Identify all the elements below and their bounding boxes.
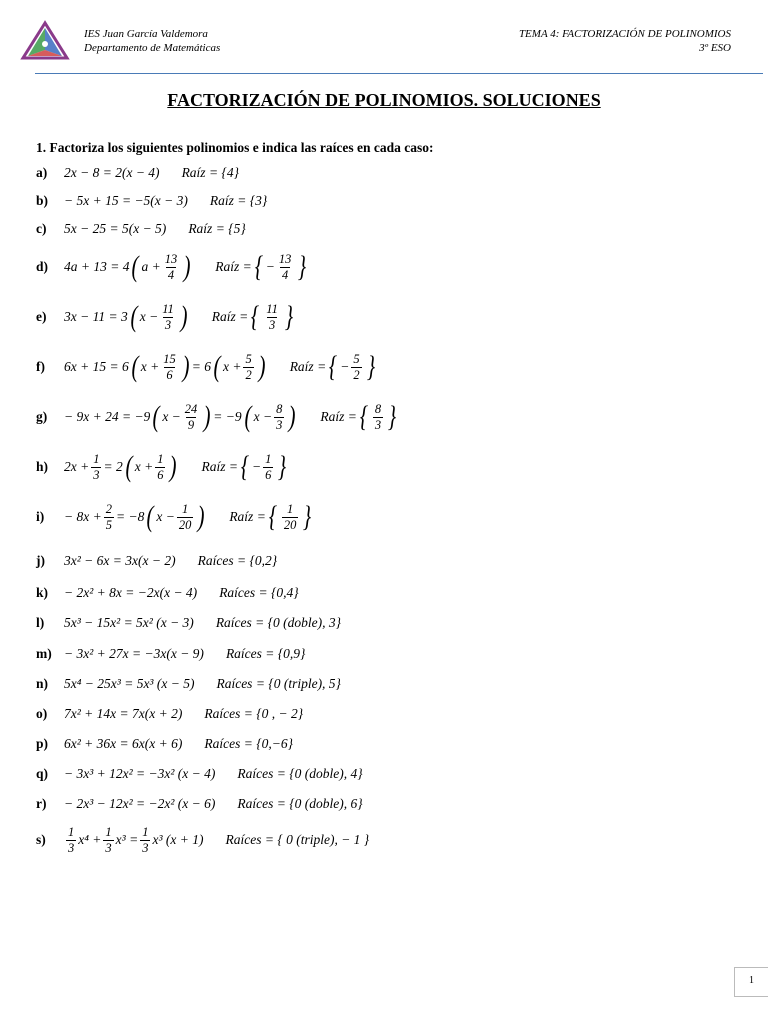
exercise-label: h) [36,459,49,474]
close-paren: ) [288,400,296,433]
close-paren: ) [180,300,188,333]
term-2: x³ = [115,832,139,847]
middle-equals: = −9 [213,409,242,424]
denominator: 6 [166,367,173,382]
numerator: 1 [142,825,149,839]
exercise-label: l) [36,615,45,630]
numerator: 1 [265,452,272,466]
exercise-d [36,252,309,282]
exercise-label: q) [36,766,49,781]
course-level: 3º ESO [699,42,731,54]
numerator: 11 [162,302,174,316]
open-paren: ( [152,400,160,433]
roots: Raíces = {0 (doble), 6} [237,796,363,811]
numerator: 5 [245,352,252,366]
root-label: Raíz = [229,509,266,524]
close-brace: } [278,450,287,483]
open-paren: ( [130,300,138,333]
denominator: 3 [105,840,112,855]
inner-term-2: x − [253,409,273,424]
exercise-label: i) [36,509,45,524]
numerator: 1 [157,452,164,466]
numerator: 2 [105,502,112,516]
open-paren: ( [244,400,252,433]
exercise-label: n) [36,676,49,691]
roots [229,502,314,532]
exercise-e [36,302,296,332]
factorization: − 3x³ + 12x² = −3x² (x − 4) [64,766,216,781]
fraction-2 [243,353,253,381]
pre-term: 2x + [64,459,90,474]
numerator: 1 [93,452,100,466]
root-sign: − [340,359,350,374]
inner-term: x + [134,459,154,474]
page-header [0,0,768,76]
equals: = 2 [103,459,123,474]
lhs: − 9x + 24 = −9 [64,409,151,424]
inner-term: x − [162,409,181,424]
denominator: 3 [93,467,100,482]
open-paren: ( [146,500,154,533]
fraction [161,353,178,381]
close-paren: ) [169,450,177,483]
denominator: 6 [265,467,272,482]
roots: Raíz = {3} [209,193,268,208]
factorization [64,452,179,482]
factorization [64,826,203,854]
numerator: 24 [184,402,198,416]
exercise-o [36,706,303,722]
exercise-h [36,452,289,482]
close-brace: } [303,500,312,533]
term-3: x³ (x + 1) [152,832,204,847]
denominator: 20 [283,517,297,532]
exercise-label: p) [36,736,49,751]
topic-title: TEMA 4: FACTORIZACIÓN DE POLINOMIOS [518,28,731,40]
roots: Raíces = {0 (doble), 4} [237,766,363,781]
factorization: − 3x² + 27x = −3x(x − 9) [64,646,204,661]
close-brace: } [284,300,294,333]
root-label: Raíz = [215,259,252,274]
exercise-label: m) [36,646,52,661]
exercise-b [36,193,267,209]
close-paren: ) [182,350,190,383]
page-number: 1 [749,975,754,986]
open-brace: { [359,400,369,433]
school-logo-icon [20,20,70,62]
exercise-g [36,402,399,432]
factorization: 6x² + 36x = 6x(x + 6) [64,736,183,751]
denominator: 3 [142,840,149,855]
header-left [84,27,220,55]
factorization: 5x⁴ − 25x³ = 5x³ (x − 5) [64,676,195,691]
denominator: 6 [157,467,164,482]
root-label: Raíz = [201,459,238,474]
root-label: Raíz = [211,309,249,324]
close-brace: } [387,400,397,433]
lhs: 4a + 13 = 4 [64,259,130,274]
factorization [64,352,268,382]
denominator: 3 [68,840,75,855]
factorization: − 5x + 15 = −5(x − 3) [64,193,188,208]
coef-fraction-1 [66,826,76,854]
close-paren: ) [183,250,191,283]
factorization [64,302,190,332]
denominator: 20 [178,517,192,532]
close-paren: ) [258,350,266,383]
exercise-l [36,615,341,631]
roots: Raíz = {5} [188,221,246,236]
exercise-label: b) [36,193,49,208]
open-brace: { [240,450,250,483]
exercise-p [36,736,293,752]
roots [320,402,399,432]
exercise-n [36,676,341,692]
denominator: 4 [281,267,289,282]
numerator: 1 [105,825,112,839]
open-paren: ( [213,350,221,383]
roots: Raíces = {0,2} [197,553,278,568]
open-brace: { [251,300,260,333]
denominator: 3 [374,417,382,432]
fraction [163,253,180,281]
close-paren: ) [197,500,205,533]
numerator: 13 [164,252,178,266]
pre-fraction [91,453,101,481]
equals: = −8 [115,509,145,524]
factorization [64,252,193,282]
open-brace: { [268,500,278,533]
inner-term: x − [156,509,175,524]
factorization [64,402,298,432]
page-title: FACTORIZACIÓN DE POLINOMIOS. SOLUCIONES [167,90,601,110]
exercise-s [36,826,369,854]
denominator: 3 [276,417,283,432]
factorization: 3x² − 6x = 3x(x − 2) [64,553,176,568]
open-brace: { [328,350,338,383]
open-paren: ( [125,450,133,483]
exercise-label: r) [36,796,47,811]
denominator: 3 [268,317,276,332]
roots: Raíces = {0,4} [219,585,299,600]
open-paren: ( [131,250,139,283]
root-fraction [264,303,280,331]
denominator: 4 [167,267,175,282]
denominator: 5 [105,517,112,532]
denominator: 3 [164,317,172,332]
inner-term-2: x + [222,359,242,374]
exercise-r [36,796,363,812]
exercise-a [36,165,239,181]
numerator: 11 [266,302,278,316]
lhs: 6x + 15 = 6 [64,359,129,374]
denominator: 2 [353,367,360,382]
numerator: 13 [278,252,292,266]
close-brace: } [298,250,307,283]
root-fraction [263,453,273,481]
exercise-label: c) [36,221,47,236]
numerator: 15 [163,352,176,366]
coef-fraction-3 [140,826,150,854]
close-paren: ) [203,400,211,433]
root-label: Raíz = [289,359,327,374]
question-1: 1. Factoriza los siguientes polinomios e indica las raíces en cada caso: [36,140,434,155]
roots: Raíces = {0 (triple), 5} [216,676,341,691]
root-fraction [351,353,361,381]
roots [215,252,309,282]
factorization: 5x − 25 = 5(x − 5) [64,221,167,236]
exercise-label: a) [36,165,48,180]
exercise-j [36,553,277,569]
lhs: 3x − 11 = 3 [64,309,128,324]
fraction [155,453,165,481]
pre-fraction [104,503,114,531]
inner-term: a + [141,259,161,274]
roots: Raíz = {4} [181,165,239,180]
inner-term: x + [140,359,160,374]
denominator: 9 [187,417,195,432]
root-fraction [282,503,299,531]
roots: Raíces = {0 (doble), 3} [215,615,342,630]
term-1: x⁴ + [78,832,102,847]
fraction [160,303,176,331]
roots [290,352,378,382]
roots: Raíces = {0 , − 2} [204,706,304,721]
roots: Raíces = { 0 (triple), − 1 } [225,832,370,847]
roots [201,452,289,482]
numerator: 1 [68,825,75,839]
middle-equals: = 6 [191,359,211,374]
root-label: Raíz = [320,409,357,424]
exercise-c [36,221,246,237]
exercise-label: j) [36,553,45,568]
exercise-label: g) [36,409,48,424]
roots: Raíces = {0,9} [225,646,306,661]
factorization [64,502,207,532]
numerator: 8 [374,402,382,416]
exercise-i [36,502,314,532]
exercise-label: k) [36,585,49,600]
roots: Raíces = {0,−6} [204,736,293,751]
factorization: 7x² + 14x = 7x(x + 2) [64,706,183,721]
root-sign: − [265,259,275,274]
close-brace: } [366,350,375,383]
department-name: Departamento de Matemáticas [84,42,221,54]
fraction [177,503,194,531]
denominator: 2 [245,367,252,382]
exercise-label: o) [36,706,48,721]
school-name: IES Juan García Valdemora [84,28,208,40]
pre-term: − 8x + [64,509,102,524]
exercise-label: e) [36,309,47,324]
header-right [519,27,731,55]
root-fraction [277,253,294,281]
root-fraction [373,403,383,431]
exercise-m [36,646,305,662]
header-divider [35,73,763,74]
factorization: 2x − 8 = 2(x − 4) [64,165,160,180]
inner-term: x − [139,309,159,324]
exercise-q [36,766,363,782]
exercise-label: s) [36,832,46,847]
factorization: − 2x³ − 12x² = −2x² (x − 6) [64,796,216,811]
root-sign: − [251,459,262,474]
open-brace: { [254,250,263,283]
exercise-label: f) [36,359,45,374]
exercise-f [36,352,378,382]
numerator: 8 [276,402,283,416]
open-paren: ( [131,350,139,383]
numerator: 1 [286,502,294,516]
factorization: − 2x² + 8x = −2x(x − 4) [64,585,198,600]
factorization: 5x³ − 15x² = 5x² (x − 3) [64,615,194,630]
fraction-2 [274,403,284,431]
numerator: 5 [353,352,360,366]
numerator: 1 [181,502,189,516]
coef-fraction-2 [103,826,113,854]
exercise-k [36,585,299,601]
fraction [183,403,200,431]
roots [212,302,296,332]
exercise-label: d) [36,259,49,274]
